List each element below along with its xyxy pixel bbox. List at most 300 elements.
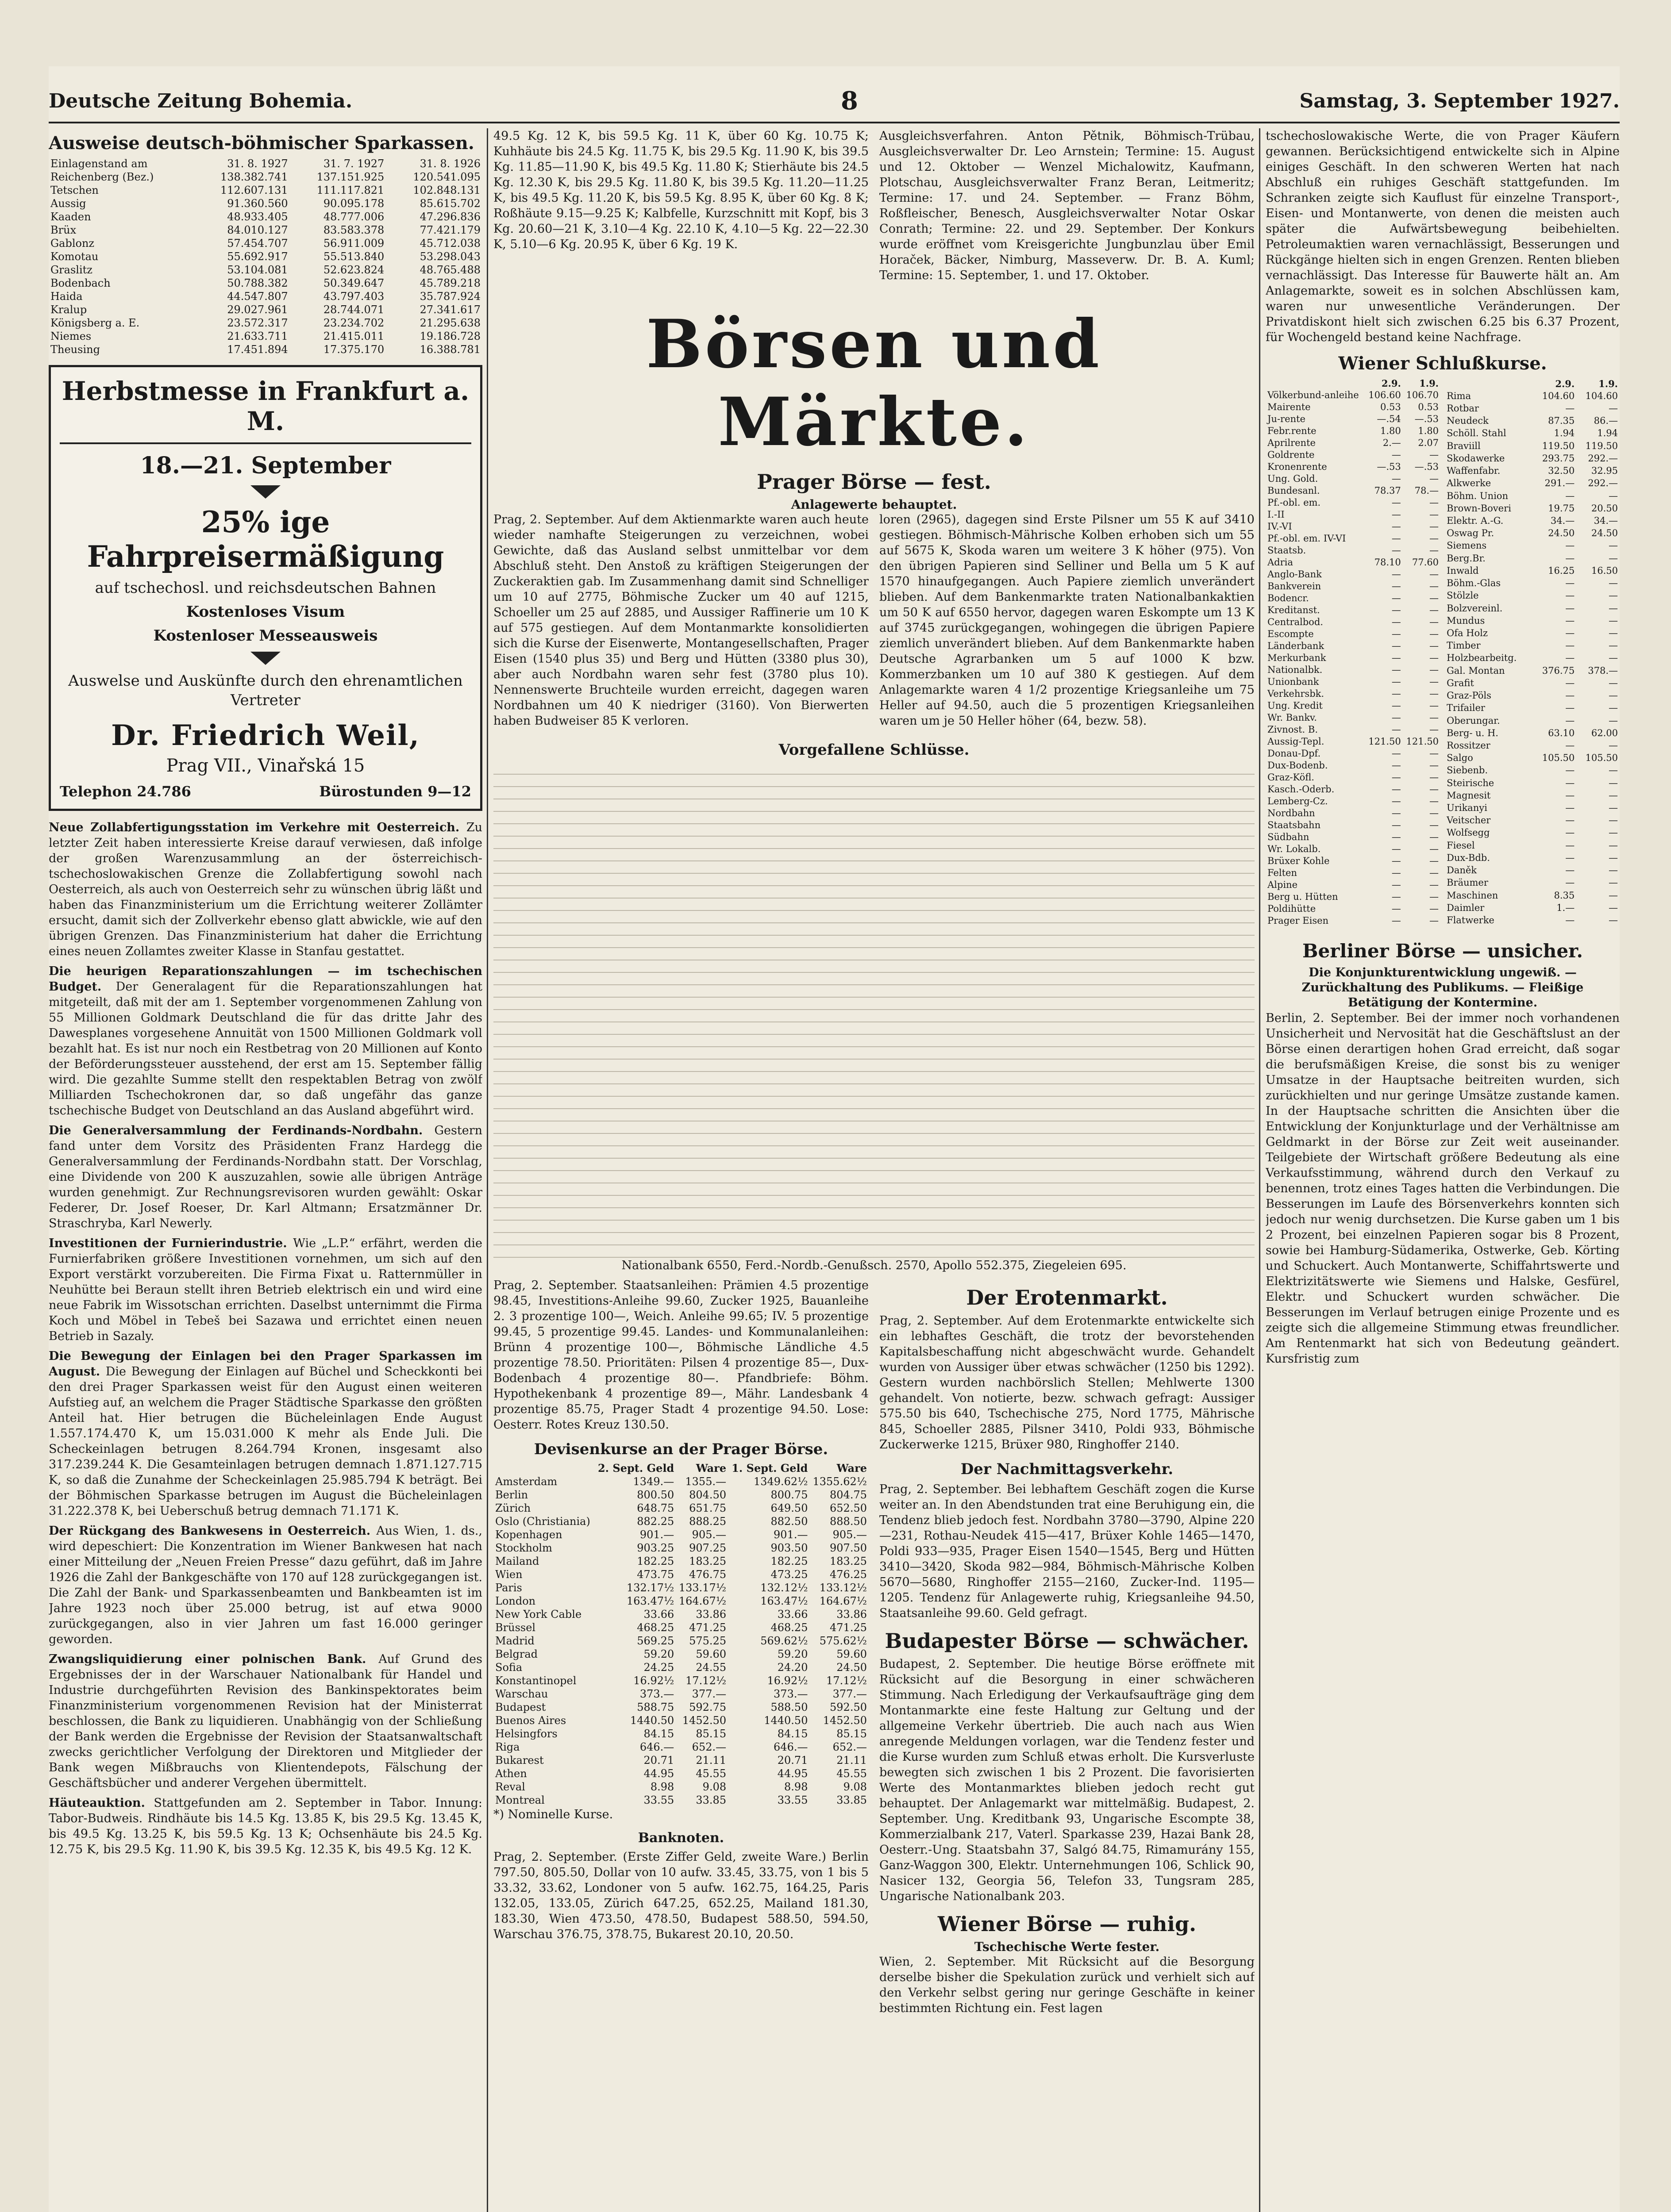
cell-value: 8.98: [650, 1781, 674, 1793]
column-header: 2.9.: [1381, 378, 1401, 389]
cell-value: —: [1391, 533, 1401, 544]
cell-value: 1349.62½: [753, 1475, 808, 1488]
table-row: [493, 1634, 869, 1647]
cell-value: 468.25: [637, 1621, 674, 1634]
table-row: [1266, 521, 1440, 533]
table-row: [1266, 509, 1440, 521]
prague-exchange-title: Prager Börse — fest.: [757, 470, 991, 494]
cell-value: —: [1391, 449, 1401, 460]
row-label: Tetschen: [50, 184, 99, 196]
cell-value: 138.382.741: [220, 171, 288, 183]
cell-value: —: [1609, 777, 1618, 788]
cell-value: 907.50: [830, 1542, 867, 1554]
cell-value: 21.11: [696, 1754, 727, 1767]
cell-value: 133.12½: [819, 1582, 867, 1594]
table-row: [493, 1475, 869, 1488]
cell-value: —: [1609, 815, 1618, 826]
table-row: [493, 1793, 869, 1807]
cell-value: —: [1565, 627, 1575, 638]
vienna-report: Wien, 2. September. Mit Rücksicht auf die Besorgung derselbe bisher die Spekulation zurück und verhielt sich auf den Verkehr selbst gering nur geringe Geschäfte in keiner bestimmten Richtung ein. Fest lagen: [879, 1955, 1255, 2015]
table-row: [1445, 477, 1620, 490]
cell-value: 33.85: [836, 1794, 867, 1806]
table-row: [1445, 552, 1620, 565]
hide-auction-continued: 49.5 Kg. 12 K, bis 59.5 Kg. 11 K, über 60 Kg. 10.75 K; Kuhhäute bis 24.5 Kg. 11.75 K, bis 29.5 Kg. 11.90 K, bis 39.5 Kg. 11.85—11.90 K, bis 49.5 Kg. 11.80 K; Stierhäute bis 24.5 Kg. 12.30 K, bis 29.5 Kg. 11.80 K, bis 39.5 Kg. 11.20—11.25 K, bis 49.5 Kg. 11.20 K, bis 59.5 Kg. 8.95 K, über 60 Kg. 8 K; Roßhäute 9.15—9.25 K; Kalbfelle, Kurzschnitt mit Kopf, bis 3 Kg. 20.60—21 K, 3.10—4 Kg. 22.10 K, 4.10—5 Kg. 22—22.30 K, 5.10—6 Kg. 20.95 K, über 6 Kg. 19 K.: [493, 129, 869, 251]
cell-value: —: [1391, 664, 1401, 675]
cell-value: 119.50: [1585, 440, 1618, 451]
cell-value: —.54: [1377, 414, 1401, 424]
cell-value: 20.50: [1591, 503, 1618, 514]
cell-value: 569.25: [637, 1635, 674, 1647]
ad-phone: Telephon 24.786: [60, 783, 191, 800]
cell-value: 44.95: [643, 1767, 674, 1780]
table-row: [49, 330, 482, 343]
table-row: [1266, 843, 1440, 855]
row-label: Reichenberg (Bez.): [50, 171, 154, 183]
row-label: Anglo-Bank: [1267, 569, 1322, 580]
cell-value: —: [1429, 688, 1439, 699]
table-row: [493, 1687, 869, 1701]
cell-value: 9.08: [702, 1781, 727, 1793]
cell-value: 800.50: [637, 1489, 674, 1501]
row-label: Prager Eisen: [1267, 915, 1329, 926]
cell-value: 102.848.131: [413, 184, 481, 196]
cell-value: 62.00: [1591, 727, 1618, 738]
cell-value: 29.027.961: [227, 303, 288, 316]
cell-value: 24.55: [696, 1661, 727, 1674]
row-label: Theusing: [50, 343, 100, 356]
table-row: [493, 1502, 869, 1515]
ad-card: Kostenloser Messeausweis: [153, 627, 378, 645]
table-row: [1266, 389, 1440, 401]
table-row: [1445, 864, 1620, 877]
cell-value: —: [1391, 473, 1401, 484]
cell-value: 569.62½: [760, 1635, 808, 1647]
table-row: [1445, 877, 1620, 889]
table-row: [49, 263, 482, 276]
cell-value: —: [1391, 724, 1401, 735]
table-row: [1266, 712, 1440, 724]
cell-value: 85.615.702: [420, 197, 481, 210]
row-label: Brüssel: [495, 1621, 536, 1634]
row-label: Helsingfors: [495, 1728, 558, 1740]
table-row: [1266, 676, 1440, 688]
cell-value: 33.86: [696, 1608, 727, 1621]
column-header: 2. Sept. Geld: [597, 1462, 674, 1475]
cell-value: 27.341.617: [420, 303, 481, 316]
arrow-down-icon: [250, 652, 281, 665]
cell-value: —: [1565, 915, 1575, 926]
cell-value: 84.010.127: [227, 224, 288, 236]
table-row: [1266, 592, 1440, 604]
cell-value: 105.50: [1542, 753, 1575, 764]
cell-value: 378.—: [1588, 665, 1618, 676]
cell-value: —: [1429, 653, 1439, 663]
row-label: Kasch.-Oderb.: [1267, 784, 1335, 795]
row-label: Madrid: [495, 1635, 535, 1647]
row-label: Budapest: [495, 1701, 546, 1713]
cell-value: —: [1429, 868, 1439, 878]
cell-value: 0.53: [1380, 402, 1401, 412]
cell-value: 52.623.824: [323, 264, 385, 276]
cell-value: —: [1429, 509, 1439, 520]
cell-value: —: [1609, 490, 1618, 501]
cell-value: 31. 8. 1926: [420, 157, 481, 170]
cell-value: —: [1609, 715, 1618, 726]
row-label: Maschinen: [1447, 890, 1498, 901]
row-label: Kaaden: [50, 211, 91, 223]
cell-value: 20.71: [643, 1754, 674, 1767]
cell-value: —: [1429, 617, 1439, 627]
cell-value: —: [1391, 832, 1401, 842]
news-item-text: Wie „L.P.“ erfährt, werden die Furnierfabriken größere Investitionen vornehmen, um sich auf den Export verstärkt vorzubereiten. Die Firma Fixat u. Ratternmüller in Neuhütte bei Beraun stellt ihren Betrieb elektrisch ein und wird eine neue Fabrik im Wissotschan errichten. Daselbst unternimmt die Firma Koch und Möbel in Tebeš bei Sazawa und errichtet einen neuen Betrieb in Sazaly.: [49, 1237, 482, 1343]
table-row: [1266, 688, 1440, 700]
cell-value: —: [1429, 676, 1439, 687]
cell-value: —: [1565, 740, 1575, 751]
cell-value: 24.50: [836, 1661, 867, 1674]
cell-value: 112.607.131: [220, 184, 288, 196]
budapest-report: Budapest, 2. September. Die heutige Börse eröffnete mit Rücksicht auf die Besorgung in einer schwächeren Stimmung. Nach Erledigung der Verkaufsaufträge ging dem Montanmarkte eine feste Haltung zur Geltung und der allgemeine Verkehr übertrieb. Die auch nach aus Wien anregende Meldungen vorlagen, war die Tendenz fester und die Kurse wurden zum Schluß etwas erholt. Die Kursverluste bewegten sich zwischen 1 bis 2 Prozent. Die favorisierten Werte des Montanmarktes blieben jedoch recht gut behauptet. Der Anlagemarkt war mittelmäßig. Budapest, 2. September. Ung. Kreditbank 93, Ungarische Escompte 38, Kommerzialbank 217, Vaterl. Sparkasse 239, Hazai Bank 28, Oesterr.-Ung. Staatsbahn 37, Salgó 84.75, Rimamurány 155, Ganz-Waggon 300, Elektr. Unternehmungen 106, Schlick 90, Nasicer 132, Georgia 56, Telefon 33, Tungsram 285, Ungarische Nationalbank 203.: [879, 1657, 1255, 1903]
row-label: Reval: [495, 1781, 525, 1793]
row-label: Oslo (Christiania): [495, 1515, 590, 1528]
cell-value: —: [1391, 796, 1401, 806]
cell-value: 1440.50: [764, 1714, 808, 1727]
table-row: [1266, 616, 1440, 628]
row-label: Elektr. A.-G.: [1447, 515, 1504, 526]
table-row: [1266, 580, 1440, 592]
table-row: [1445, 577, 1620, 590]
cell-value: —: [1391, 617, 1401, 627]
table-row: [1445, 889, 1620, 902]
cell-value: 804.50: [689, 1489, 727, 1501]
cell-value: —: [1429, 605, 1439, 615]
cell-value: 77.421.179: [420, 224, 481, 236]
table-row: [1266, 497, 1440, 509]
cell-value: 132.12½: [760, 1582, 808, 1594]
afternoon-trading-title: Der Nachmittagsverkehr.: [960, 1460, 1174, 1478]
row-label: Grafit: [1447, 677, 1474, 688]
row-label: Veitscher: [1447, 815, 1491, 826]
cell-value: 19.186.728: [420, 330, 481, 342]
cell-value: —: [1565, 640, 1575, 651]
table-row: [1445, 827, 1620, 839]
table-row: [1445, 565, 1620, 577]
cell-value: 120.541.095: [413, 171, 481, 183]
cell-value: 44.95: [777, 1767, 808, 1780]
cell-value: —: [1429, 844, 1439, 854]
cell-value: 53.104.081: [227, 264, 288, 276]
budapest-exchange-title: Budapester Börse — schwächer.: [885, 1629, 1249, 1653]
cell-value: 1.94: [1597, 428, 1618, 439]
cell-value: —: [1429, 641, 1439, 651]
row-label: Trifailer: [1447, 703, 1485, 714]
erotenmarkt-report: Prag, 2. September. Auf dem Erotenmarkte entwickelte sich ein lebhaftes Geschäft, die trotz der bevorstehenden Kapitalsbeschaffung nicht abgeschwächt wurde. Gehandelt wurden von Aussiger über etwas schwächer (1250 bis 1292). Gestern wurden nachbörslich Stellen; Mehlwerte 1300 gehandelt. Von notierte, bezw. schwach gefragt: Aussiger 575.50 bis 640, Tschechische 275, Nord 1775, Mährische 845, Schoeller 2885, Pilsner 3410, Poldi 933, Böhmische Zuckerwerke 1215, Brüxer 980, Ringhoffer 2140.: [879, 1314, 1255, 1452]
cell-value: 16.92½: [767, 1674, 808, 1687]
cell-value: 575.25: [689, 1635, 727, 1647]
cell-value: 87.35: [1548, 415, 1575, 426]
cell-value: 1.94: [1554, 428, 1575, 439]
cell-value: 291.—: [1544, 478, 1575, 489]
cell-value: —: [1391, 808, 1401, 818]
row-label: Salgo: [1447, 753, 1473, 764]
row-label: Berg- u. H.: [1447, 727, 1498, 738]
cell-value: 24.50: [1591, 528, 1618, 539]
cell-value: 137.151.925: [316, 171, 385, 183]
table-row: [1445, 689, 1620, 702]
table-row: [49, 303, 482, 316]
cell-value: 468.25: [770, 1621, 808, 1634]
cell-value: 119.50: [1542, 440, 1575, 451]
cell-value: —: [1391, 676, 1401, 687]
cell-value: 84.15: [643, 1728, 674, 1740]
row-label: Böhm.-Glas: [1447, 578, 1501, 589]
cell-value: —: [1565, 690, 1575, 701]
cell-value: —: [1565, 553, 1575, 564]
cell-value: 45.712.038: [420, 237, 481, 250]
cell-value: —: [1609, 902, 1618, 913]
cell-value: —: [1565, 615, 1575, 626]
cell-value: —: [1609, 578, 1618, 589]
ad-rail: auf tschechosl. und reichsdeutschen Bahnen: [95, 579, 436, 597]
cell-value: 377.—: [692, 1688, 727, 1700]
cell-value: 164.67½: [678, 1595, 727, 1607]
row-label: Rotbar: [1447, 403, 1479, 414]
table-row: [1445, 664, 1620, 677]
cell-value: —: [1391, 844, 1401, 854]
cell-value: —: [1565, 815, 1575, 826]
row-label: Braviill: [1447, 440, 1481, 451]
table-row: [1266, 724, 1440, 736]
news-item: [49, 820, 482, 959]
row-label: Nordbahn: [1267, 808, 1315, 818]
cell-value: —: [1391, 856, 1401, 866]
table-row: [49, 316, 482, 330]
row-label: Wolfsegg: [1447, 827, 1490, 838]
berlin-report: Berlin, 2. September. Bei der immer noch vorhandenen Unsicherheit und Nervosität hat die Geschäftslust an der Börse einen derartigen hohen Grad erreicht, daß sogar die berufsmäßigen Kreise, die sonst bis zu weniger Umsatze in der Hauptsache beitreiten wurden, sich zurückhielten und nur geringe Umsätze zustande kamen. In der Hauptsache schritten die Ansichten über die Entwicklung der Konjunkturlage und der Verhältnisse am Geldmarkt in der Börse zur Zeit weit auseinander. Teilgebiete der Wirtschaft größere Bedeutung als eine Verkaufsstimmung, während durch den Verkauf zu benennen, trotz eines Tages hatten die Verbindungen. Die Besserungen im Laufe des Börsenverkehrs konnten sich jedoch nur wenig durchsetzen. Die Kurse gaben um 1 bis 2 Prozent, bei einzelnen Papieren sogar bis 8 Prozent, sowie bei Hamburg-Südamerika, Ostwerke, Geb. Körting und Schuckert. Auch Montanwerte, Schiffahrtswerte und Elektrizitätswerte wie Siemens und Halske, Gesfürel, Elektr. und Schuckert wurden schwächer. Die Besserungen im Verlauf betrugen einige Prozente und es zeigte sich die allgemeine Stimmung etwas freundlicher. Am Rentenmarkt hat sich von Bedeutung geändert. Kursfristig zum: [1266, 1011, 1620, 1366]
row-label: Waffenfabr.: [1447, 465, 1501, 476]
table-row: [1266, 425, 1440, 437]
cell-value: 646.—: [639, 1741, 674, 1753]
cell-value: 651.75: [689, 1502, 727, 1514]
table-row: [1445, 839, 1620, 852]
cell-value: —: [1565, 827, 1575, 838]
row-label: Alkwerke: [1447, 478, 1491, 489]
table-row: [1445, 652, 1620, 664]
row-label: Ung. Gold.: [1267, 473, 1318, 484]
row-label: Amsterdam: [495, 1475, 558, 1488]
row-label: Athen: [495, 1767, 527, 1780]
cell-value: —: [1429, 569, 1439, 580]
table-row: [1445, 515, 1620, 527]
row-label: Dux-Bodenb.: [1267, 760, 1328, 771]
cell-value: —: [1609, 890, 1618, 901]
cell-value: —: [1391, 521, 1401, 532]
cell-value: —: [1609, 690, 1618, 701]
cell-value: 33.55: [643, 1794, 674, 1806]
row-label: Mundus: [1447, 615, 1485, 626]
table-row: [1445, 902, 1620, 914]
table-row: [1445, 627, 1620, 639]
row-label: Einlagenstand am: [50, 157, 148, 170]
column-header: Ware: [836, 1462, 867, 1475]
news-item-text: Der Generalagent für die Reparationszahlungen hat mitgeteilt, daß mit der am 1. September vorgenommenen Zahlung von 55 Millionen Goldmark Deutschland die für das dritte Jahr des Dawesplanes vorgesehene Annuität von 1500 Millionen Goldmark voll bezahlt hat. Es ist nur noch ein Restbetrag von 20 Millionen auf Konto der Beförderungssteuer ausstehend, der erst am 15. September fällig wird. Die gezahlte Summe stellt den respektablen Betrag von zwölf Milliarden Tschechokronen dar, so daß ungefähr das ganze tschechische Budget von Deutschland an das Ausland abgeführt wird.: [49, 980, 482, 1118]
cell-value: 652.—: [832, 1741, 867, 1753]
cell-value: 16.388.781: [420, 343, 481, 356]
row-label: Adria: [1267, 557, 1293, 568]
row-label: Goldrente: [1267, 449, 1315, 460]
table-row: [1445, 739, 1620, 752]
ad-address: Prag VII., Vinařská 15: [166, 756, 365, 776]
cell-value: 33.86: [836, 1608, 867, 1621]
exchange-rates-note: *) Nominelle Kurse.: [493, 1808, 613, 1821]
cell-value: 800.75: [770, 1489, 808, 1501]
cell-value: —: [1429, 879, 1439, 890]
cell-value: —: [1609, 803, 1618, 814]
cell-value: 888.25: [689, 1515, 727, 1528]
row-label: Inwald: [1447, 565, 1479, 576]
news-item: [49, 1123, 482, 1231]
cell-value: 33.66: [777, 1608, 808, 1621]
row-label: Gablonz: [50, 237, 95, 250]
table-row: [1445, 402, 1620, 415]
cell-value: 471.25: [689, 1621, 727, 1634]
cell-value: —: [1565, 603, 1575, 614]
table-row: [1445, 602, 1620, 614]
row-label: Centralbod.: [1267, 617, 1323, 627]
table-row: [493, 1581, 869, 1594]
column-header: 1. Sept. Geld: [732, 1462, 808, 1475]
row-label: Mairente: [1267, 402, 1311, 412]
cell-value: 133.17½: [678, 1582, 727, 1594]
cell-value: —: [1609, 877, 1618, 888]
table-row: [1445, 802, 1620, 814]
vienna-closing-title: Wiener Schlußkurse.: [1338, 353, 1547, 374]
row-label: Bankverein: [1267, 581, 1321, 591]
table-row: [1266, 473, 1440, 485]
table-row: [1445, 502, 1620, 515]
cell-value: —: [1609, 627, 1618, 638]
page-number: 8: [841, 86, 858, 115]
cell-value: 63.10: [1548, 727, 1575, 738]
column-header: Ware: [696, 1462, 727, 1475]
cell-value: —: [1565, 590, 1575, 601]
row-label: Oberungar.: [1447, 715, 1500, 726]
column-header: 2.9.: [1555, 378, 1575, 389]
row-label: Felten: [1267, 868, 1297, 878]
cell-value: 476.25: [830, 1568, 867, 1581]
cell-value: 293.75: [1542, 453, 1575, 464]
table-row: [493, 1555, 869, 1568]
row-label: Bolzvereinl.: [1447, 603, 1503, 614]
row-label: Fiesel: [1447, 840, 1475, 851]
cell-value: —: [1391, 891, 1401, 902]
cell-value: 473.75: [637, 1568, 674, 1581]
table-row: [1266, 533, 1440, 545]
row-label: Magnesit: [1447, 790, 1491, 801]
cell-value: 888.50: [830, 1515, 867, 1528]
vienna-exchange-subtitle: Tschechische Werte fester.: [974, 1939, 1160, 1954]
cell-value: —: [1565, 403, 1575, 414]
table-row: [493, 1528, 869, 1541]
cell-value: —: [1429, 903, 1439, 914]
cell-value: 1.80: [1380, 426, 1401, 436]
cell-value: 592.75: [689, 1701, 727, 1713]
cell-value: —: [1565, 865, 1575, 876]
row-label: New York Cable: [495, 1608, 582, 1621]
cell-value: —: [1391, 784, 1401, 795]
column-header: 1.9.: [1598, 378, 1618, 389]
cell-value: 90.095.178: [323, 197, 385, 210]
row-label: Pf.-obl. em.: [1267, 497, 1321, 508]
row-label: Stockholm: [495, 1542, 552, 1554]
cell-value: 373.—: [639, 1688, 674, 1700]
row-label: Bodencr.: [1267, 593, 1309, 603]
row-label: Timber: [1447, 640, 1481, 651]
news-item: [49, 1236, 482, 1344]
cell-value: 648.75: [637, 1502, 674, 1514]
row-label: Brüx: [50, 224, 77, 236]
table-row: [493, 1754, 869, 1767]
cell-value: 164.67½: [819, 1595, 867, 1607]
cell-value: 24.50: [1548, 528, 1575, 539]
cell-value: 882.25: [637, 1515, 674, 1528]
ad-visa: Kostenloses Visum: [186, 603, 345, 621]
row-label: Alpine: [1267, 879, 1298, 890]
cell-value: 21.11: [836, 1754, 867, 1767]
cell-value: —: [1391, 820, 1401, 830]
cell-value: 91.360.560: [227, 197, 288, 210]
cell-value: —: [1391, 581, 1401, 591]
row-label: Böhm. Union: [1447, 490, 1508, 501]
row-label: Bräumer: [1447, 877, 1488, 888]
table-row: [1445, 490, 1620, 502]
cell-value: —: [1391, 545, 1401, 556]
cell-value: 21.633.711: [227, 330, 288, 342]
cell-value: 16.25: [1548, 565, 1575, 576]
cell-value: 21.415.011: [323, 330, 385, 342]
cell-value: 2.—: [1382, 438, 1401, 448]
row-label: Daněk: [1447, 865, 1477, 876]
cell-value: —: [1565, 790, 1575, 801]
table-row: [493, 1674, 869, 1687]
cell-value: 106.70: [1406, 390, 1439, 400]
row-label: Brüxer Kohle: [1267, 856, 1330, 866]
row-label: Aprilrente: [1267, 438, 1316, 448]
cell-value: —: [1565, 653, 1575, 664]
cell-value: —: [1429, 796, 1439, 806]
cell-value: —: [1429, 772, 1439, 783]
cell-value: —: [1609, 677, 1618, 688]
cell-value: —: [1609, 703, 1618, 714]
table-row: [493, 1727, 869, 1740]
table-row: [49, 157, 482, 170]
cell-value: 104.60: [1585, 390, 1618, 401]
cell-value: 1.80: [1418, 426, 1439, 436]
cell-value: 377.—: [832, 1688, 867, 1700]
table-header-row: [1445, 377, 1620, 390]
savings-title: Ausweise deutsch-böhmischer Sparkassen.: [49, 133, 474, 154]
cell-value: —: [1565, 777, 1575, 788]
cell-value: —: [1429, 856, 1439, 866]
cell-value: 48.765.488: [420, 264, 481, 276]
row-label: Wien: [495, 1568, 523, 1581]
cell-value: —.53: [1414, 414, 1439, 424]
cell-value: —: [1429, 915, 1439, 926]
cell-value: —: [1565, 703, 1575, 714]
vienna-closing-table-left: [1266, 377, 1440, 927]
row-label: Staatsbahn: [1267, 820, 1321, 830]
cell-value: 907.25: [689, 1542, 727, 1554]
table-row: [49, 210, 482, 223]
